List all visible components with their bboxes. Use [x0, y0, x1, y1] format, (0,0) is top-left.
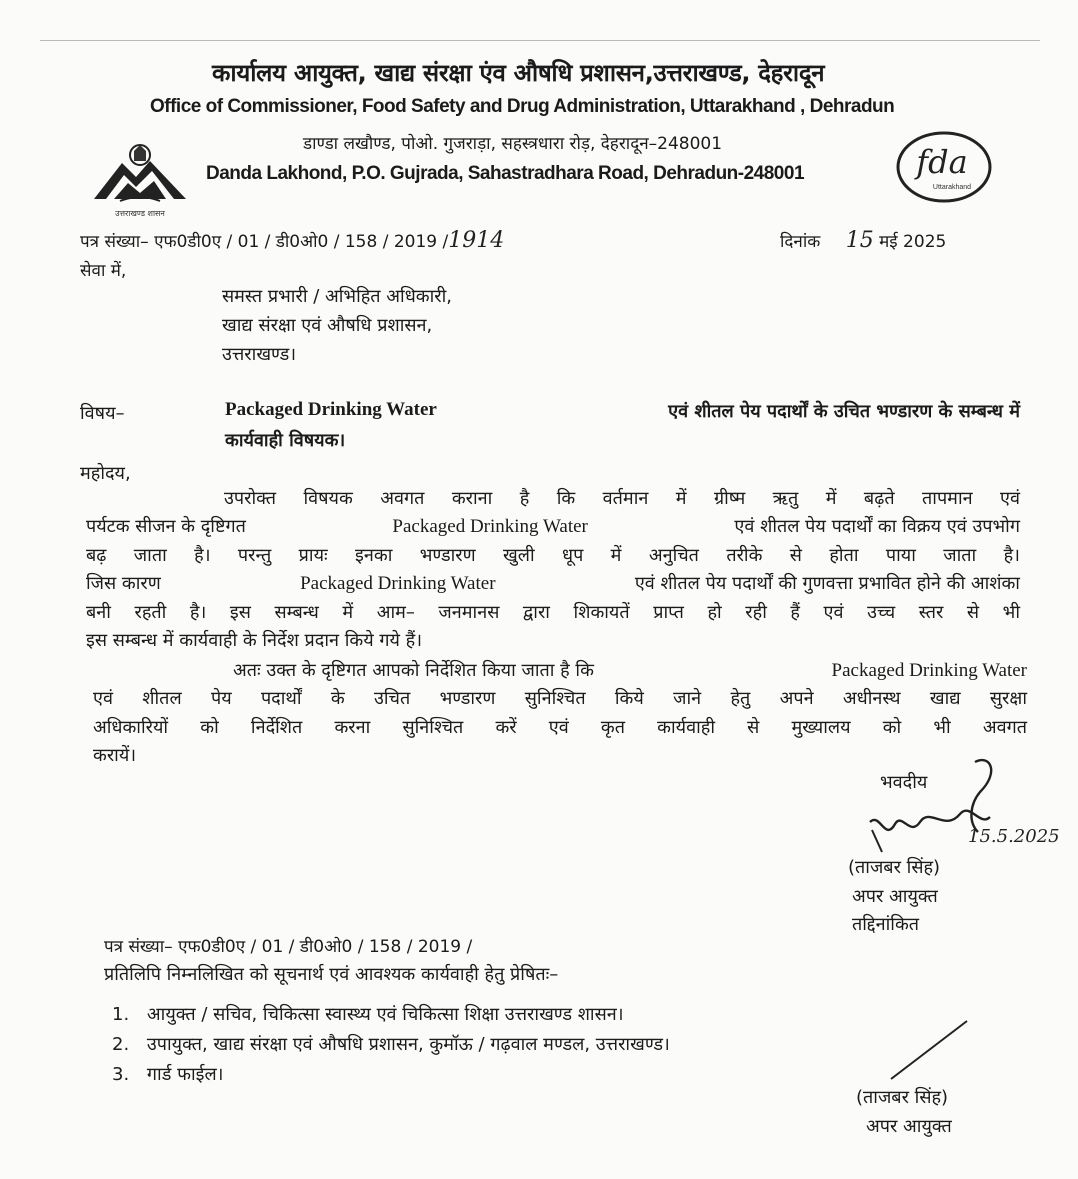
- paragraph-2-line-4: करायें।: [93, 745, 137, 767]
- paragraph-1-line-2: [86, 513, 1020, 541]
- paragraph-1-line-6: इस सम्बन्ध में कार्यवाही के निर्देश प्रदान किये गये हैं।: [86, 630, 423, 652]
- recipient-line-3: उत्तराखण्ड।: [222, 344, 297, 365]
- paragraph-2-line-2: एवं शीतल पेय पदार्थों के उचित भण्डारण सुनिश्चित किये जाने हेतु अपने अधीनस्थ खाद्य सुरक्षा: [93, 688, 1027, 710]
- paragraph-2-line-1: [93, 657, 1027, 685]
- paragraph-1-line-5: बनी रहती है। इस सम्बन्ध में आम– जनमानस द्वारा शिकायतें प्राप्त हो रही हैं एवं उच्च स्तर से भी: [86, 601, 1020, 623]
- date-handwritten-day: 15: [845, 228, 874, 253]
- copy-reference-number: एफ0डी0ए / 01 / डी0ओ0 / 158 / 2019 /: [178, 937, 473, 957]
- signatory-name: (ताजबर सिंह): [848, 857, 941, 878]
- signature-date: 15.5.2025: [968, 826, 1060, 847]
- subject-line-2: कार्यवाही विषयक।: [225, 430, 346, 451]
- subject-latin: Packaged Drinking Water: [225, 399, 437, 420]
- page-edge-line: [40, 40, 1040, 41]
- copy-signatory-name: (ताजबर सिंह): [856, 1087, 949, 1108]
- copy-reference-label: पत्र संख्या–: [104, 937, 173, 957]
- copy-item-1: [112, 1002, 624, 1026]
- fda-logo-subtext: Uttarakhand: [932, 184, 972, 191]
- subject-label: विषय–: [80, 403, 125, 424]
- copy-item-number: 1.: [112, 1004, 130, 1025]
- copy-item-2: [112, 1032, 670, 1056]
- paragraph-1-line-3: बढ़ जाता है। परन्तु प्रायः इनका भण्डारण खुली धूप में अनुचित तरीके से होता पाया जाता है।: [86, 544, 1020, 566]
- paragraph-1-line-2a: पर्यटक सीजन के दृष्टिगत: [86, 516, 246, 538]
- office-name-english: Office of Commissioner, Food Safety and Drug Administration, Uttarakhand , Dehradun: [150, 96, 895, 117]
- copy-item-text: आयुक्त / सचिव, चिकित्सा स्वास्थ्य एवं चिकित्सा शिक्षा उत्तराखण्ड शासन।: [146, 1004, 624, 1025]
- copy-item-text: गार्ड फाईल।: [146, 1064, 224, 1085]
- subject-line-1: [225, 399, 1020, 423]
- paragraph-1-line-4c: एवं शीतल पेय पदार्थों की गुणवत्ता प्रभावित होने की आशंका: [634, 573, 1020, 595]
- signatory-designation: अपर आयुक्त: [852, 886, 938, 907]
- fda-logo-icon: [892, 127, 996, 207]
- paragraph-1-line-1: उपरोक्त विषयक अवगत कराना है कि वर्तमान में ग्रीष्म ऋतु में बढ़ते तापमान एवं: [224, 488, 1020, 509]
- copy-date-same: तद्दिनांकित: [852, 914, 920, 935]
- salutation-to: सेवा में,: [80, 261, 127, 281]
- paragraph-2-latin: Packaged Drinking Water: [831, 660, 1027, 681]
- reference-number: एफ0डी0ए / 01 / डी0ओ0 / 158 / 2019 /: [154, 232, 449, 252]
- paragraph-1: [86, 485, 1020, 655]
- paragraph-2-line-3: अधिकारियों को निर्देशित करना सुनिश्चित करें एवं कृत कार्यवाही से मुख्यालय को भी अवगत: [93, 716, 1027, 738]
- copy-intro: प्रतिलिपि निम्नलिखित को सूचनार्थ एवं आवश्यक कार्यवाही हेतु प्रेषितः–: [104, 964, 559, 985]
- subject-line-1-text: एवं शीतल पेय पदार्थों के उचित भण्डारण के सम्बन्ध में: [668, 401, 1020, 422]
- office-name-hindi: कार्यालय आयुक्त, खाद्य संरक्षा एंव औषधि प्रशासन,उत्तराखण्ड, देहरादून: [212, 59, 825, 87]
- date-label: दिनांक: [780, 232, 821, 252]
- copy-item-3: [112, 1062, 223, 1086]
- recipient-line-1: समस्त प्रभारी / अभिहित अधिकारी,: [222, 286, 452, 307]
- signature-icon: [850, 752, 1050, 867]
- letter-reference: [80, 228, 504, 253]
- copy-item-text: उपायुक्त, खाद्य संरक्षा एवं औषधि प्रशासन, कुमॉऊ / गढ़वाल मण्डल, उत्तराखण्ड।: [146, 1034, 670, 1055]
- recipient-line-2: खाद्य संरक्षा एवं औषधि प्रशासन,: [222, 315, 433, 336]
- greeting: महोदय,: [80, 463, 131, 484]
- paragraph-1-latin-a: Packaged Drinking Water: [392, 516, 588, 538]
- copy-signatory-designation: अपर आयुक्त: [866, 1116, 952, 1137]
- paragraph-1-line-4: [86, 570, 1020, 598]
- date-month-year: मई 2025: [879, 232, 947, 252]
- fda-logo-text: fda: [916, 143, 968, 181]
- paragraph-1-line-2c: एवं शीतल पेय पदार्थों का विक्रय एवं उपभोग: [734, 516, 1020, 538]
- emblem-caption: उत्तराखण्ड शासन: [115, 209, 165, 218]
- paragraph-1-line-4a: जिस कारण: [86, 573, 161, 595]
- paragraph-1-latin-b: Packaged Drinking Water: [300, 573, 496, 595]
- address-hindi: डाण्डा लखौण्ड, पोओ. गुजराड़ा, सहस्त्रधारा रोड़, देहरादून–248001: [303, 134, 723, 154]
- initial-mark-icon: [885, 1015, 975, 1085]
- copy-item-number: 2.: [112, 1034, 130, 1055]
- reference-label: पत्र संख्या–: [80, 232, 149, 252]
- address-english: Danda Lakhond, P.O. Gujrada, Sahastradhara Road, Dehradun-248001: [206, 163, 805, 184]
- reference-handwritten-number: 1914: [448, 228, 505, 253]
- uttarakhand-emblem-icon: [92, 137, 188, 219]
- copy-reference: [104, 934, 472, 957]
- closing: भवदीय: [880, 772, 928, 793]
- copy-item-number: 3.: [112, 1064, 130, 1085]
- letter-date: [780, 228, 946, 253]
- paragraph-2-line-1a: अतः उक्त के दृष्टिगत आपको निर्देशित किया जाता है कि: [233, 660, 594, 681]
